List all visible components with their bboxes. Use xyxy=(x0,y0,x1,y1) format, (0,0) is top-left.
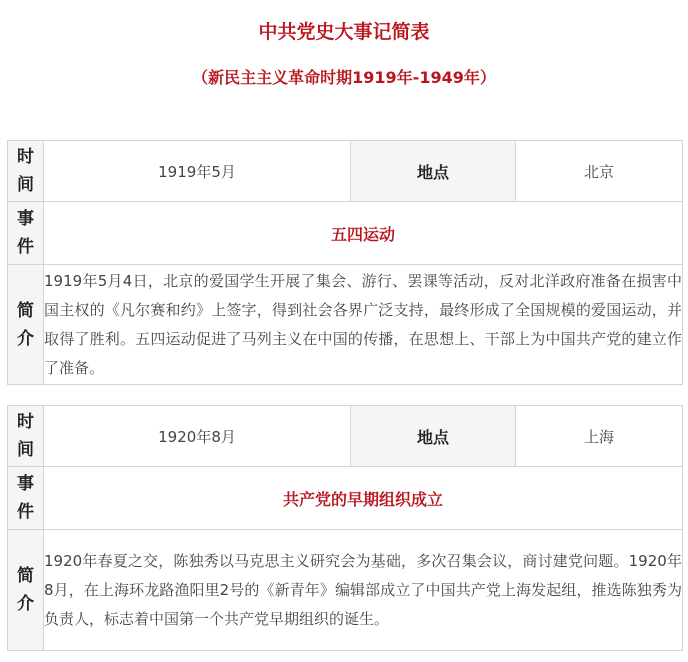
event-header-cell xyxy=(8,202,44,265)
time-label: 时间 xyxy=(17,147,34,195)
place-label: 地点 xyxy=(351,406,516,467)
place-label: 地点 xyxy=(351,141,516,202)
event-table-2 xyxy=(7,405,683,651)
time-label: 时间 xyxy=(17,412,34,460)
event-2-name-row xyxy=(8,467,683,530)
summary-header-cell xyxy=(8,265,44,385)
event-1-date: 1919年5月 xyxy=(44,141,351,202)
summary-header-cell xyxy=(8,530,44,651)
event-1-summary-row xyxy=(8,265,683,385)
event-2-summary: 1920年春夏之交，陈独秀以马克思主义研究会为基础，多次召集会议，商讨建党问题。1920年8月，在上海环龙路渔阳里2号的《新青年》编辑部成立了中国共产党上海发起组，推选陈独秀为负责人，标志着中国第一个共产党早期组织的诞生。 xyxy=(44,530,683,651)
event-label: 事件 xyxy=(17,474,34,522)
event-2-date: 1920年8月 xyxy=(44,406,351,467)
event-2-time-row xyxy=(8,406,683,467)
page-subtitle: （新民主主义革命时期1919年-1949年） xyxy=(192,68,496,87)
event-1-name-row xyxy=(8,202,683,265)
event-1-name: 五四运动 xyxy=(44,202,683,265)
time-header-cell xyxy=(8,406,44,467)
event-1-time-row xyxy=(8,141,683,202)
event-table-1 xyxy=(7,140,683,385)
summary-label: 简介 xyxy=(17,300,34,349)
event-header-cell xyxy=(8,467,44,530)
event-2-place: 上海 xyxy=(516,406,683,467)
event-1-summary: 1919年5月4日，北京的爱国学生开展了集会、游行、罢课等活动，反对北洋政府准备在损害中国主权的《凡尔赛和约》上签字，得到社会各界广泛支持，最终形成了全国规模的爱国运动，并取得了胜利。五四运动促进了马列主义在中国的传播，在思想上、干部上为中国共产党的建立作了准备。 xyxy=(44,265,683,385)
event-2-summary-row xyxy=(8,530,683,651)
event-1-place: 北京 xyxy=(516,141,683,202)
time-header-cell xyxy=(8,141,44,202)
summary-label: 简介 xyxy=(17,566,34,614)
page-title: 中共党史大事记简表 xyxy=(258,21,430,43)
event-2-name: 共产党的早期组织成立 xyxy=(44,467,683,530)
event-label: 事件 xyxy=(17,209,34,257)
